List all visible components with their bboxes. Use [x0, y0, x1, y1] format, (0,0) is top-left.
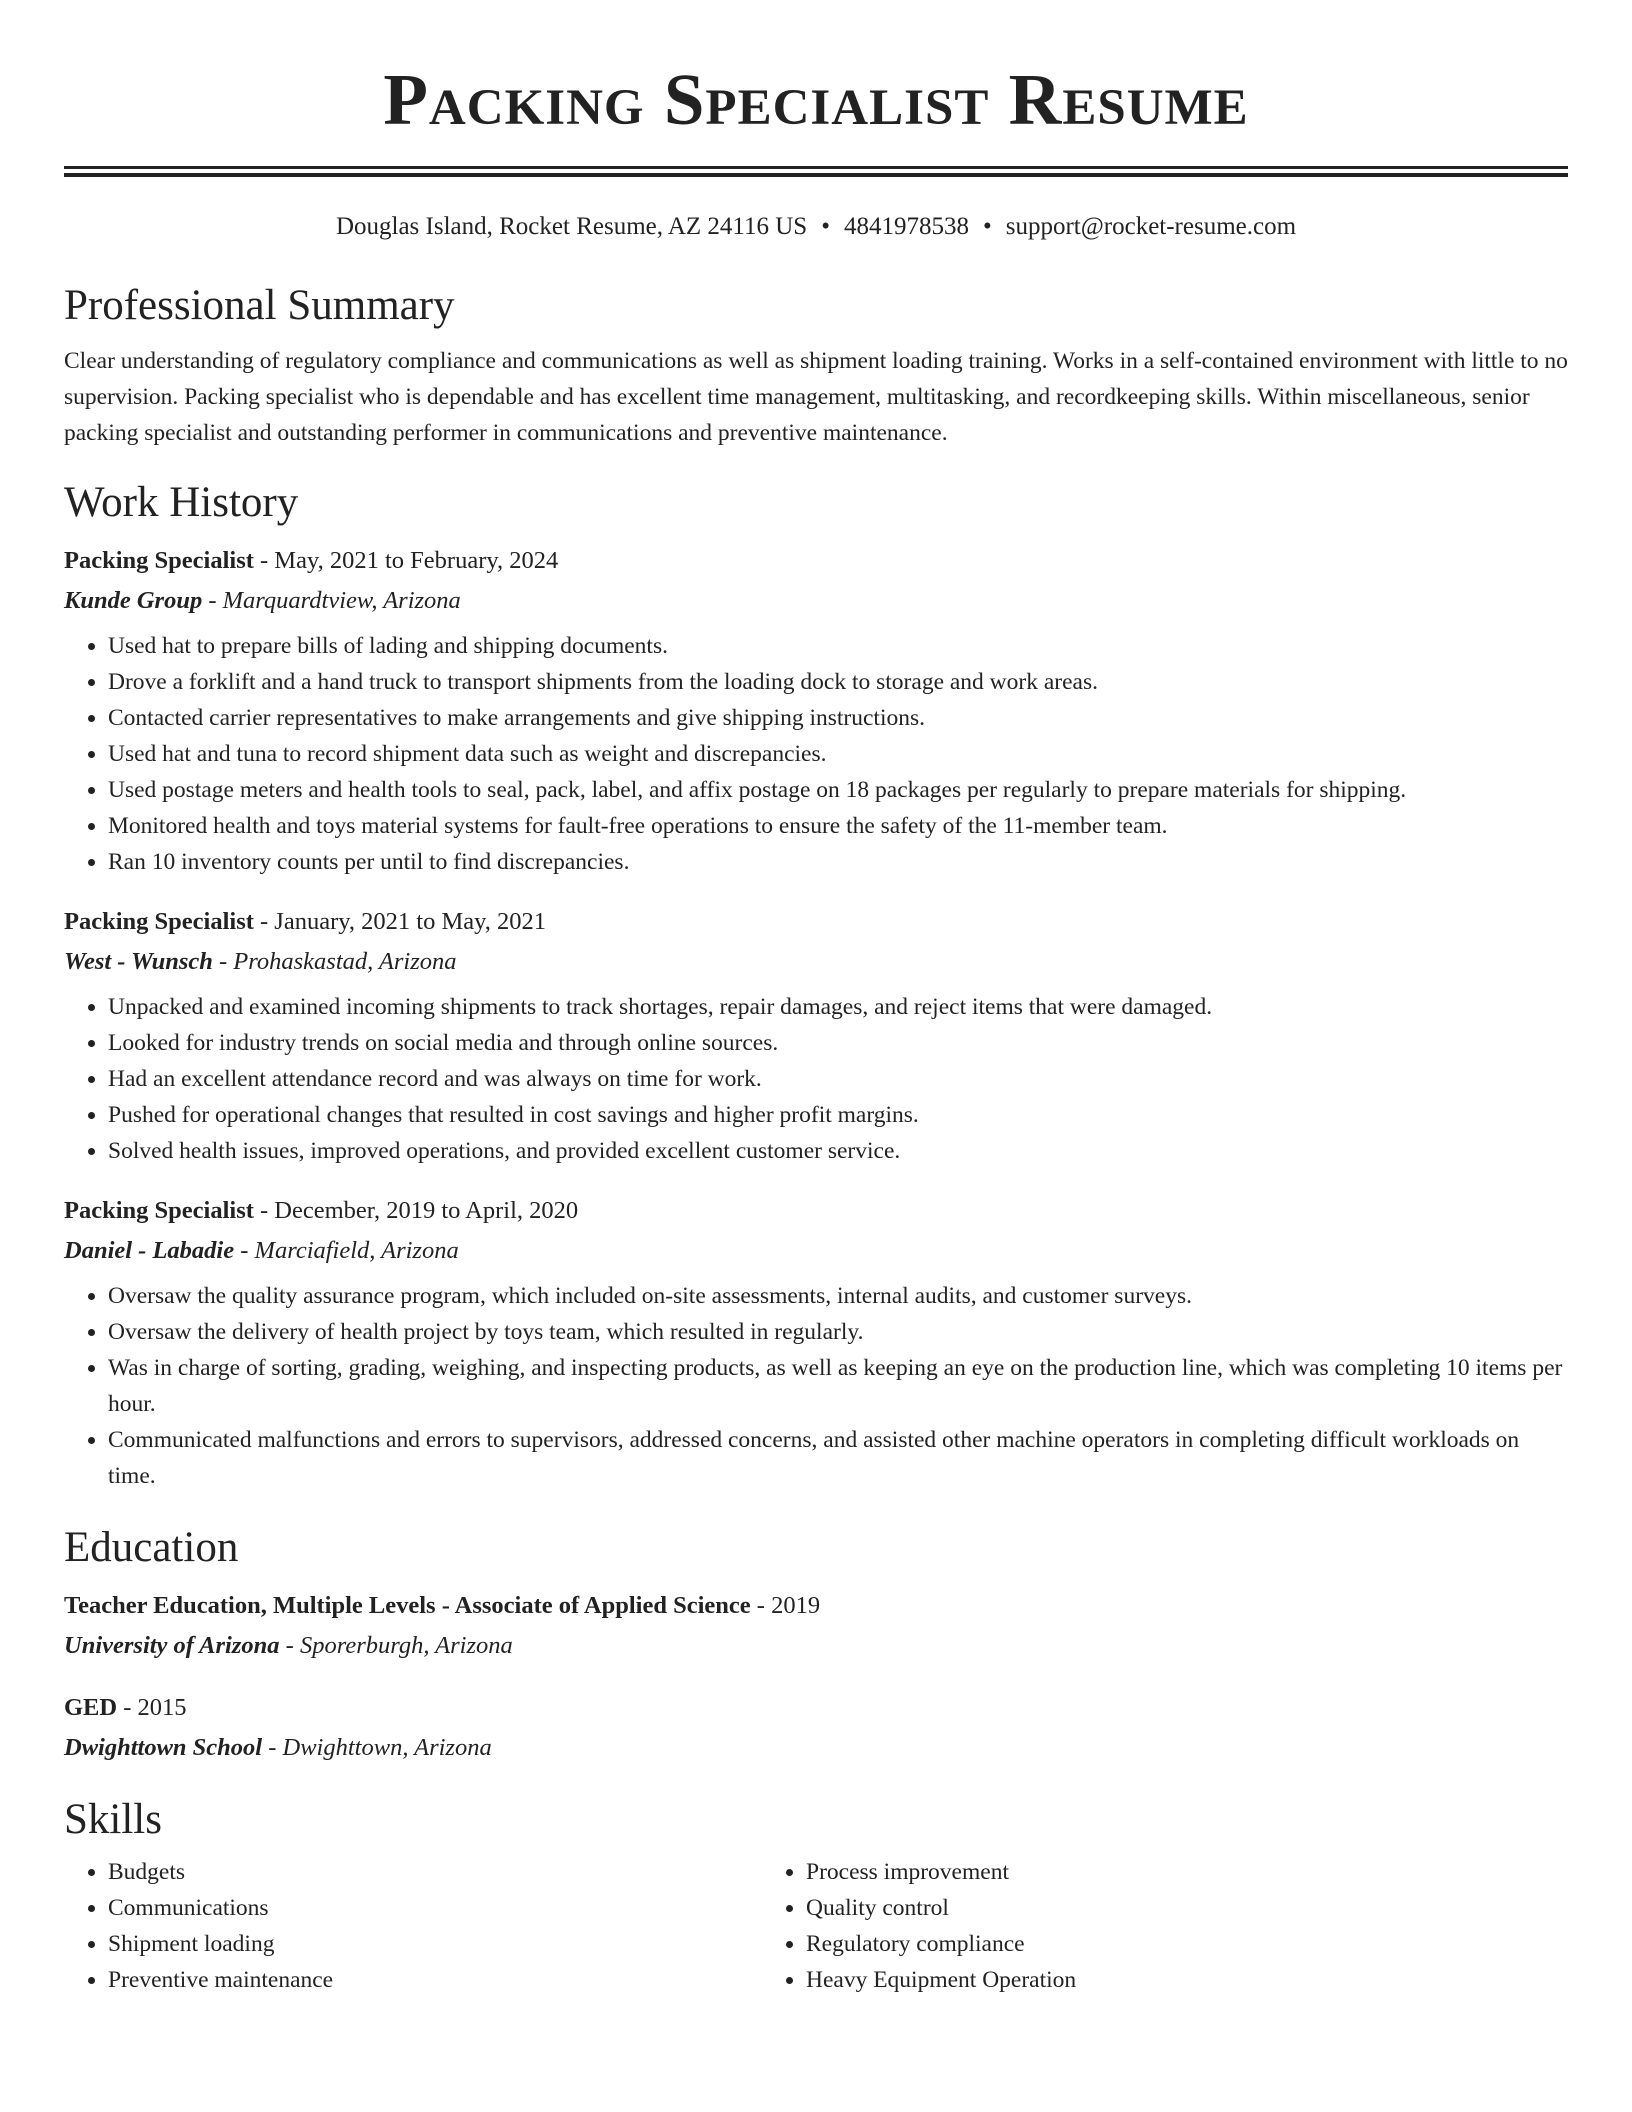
list-item: • Looked for industry trends on social media and through online sources.: [108, 1025, 1568, 1061]
list-item: • Solved health issues, improved operations, and provided excellent customer service.: [108, 1133, 1568, 1169]
job-dates: - January, 2021 to May, 2021: [253, 908, 547, 935]
company-location: - Prohaskastad, Arizona: [212, 948, 457, 975]
job-title: Packing Specialist: [64, 1197, 254, 1224]
list-item: • Pushed for operational changes that resulted in cost savings and higher profit margins.: [108, 1097, 1568, 1133]
company-line: [64, 581, 1568, 621]
job-duties-list: [64, 628, 1568, 880]
job-duties-list: [64, 989, 1568, 1169]
skills-columns: [64, 1854, 1568, 1998]
school-name: University of Arizona: [64, 1632, 280, 1659]
job-dates: - May, 2021 to February, 2024: [253, 547, 559, 574]
degree-year: - 2019: [750, 1592, 821, 1619]
list-item: • Process improvement: [806, 1854, 1460, 1890]
contact-separator: •: [821, 213, 830, 240]
list-item: • Oversaw the quality assurance program, which included on-site assessments, internal audits, and customer surveys.: [108, 1278, 1568, 1314]
school-line: [64, 1728, 1568, 1768]
education-heading: Education: [64, 1524, 239, 1571]
list-item: • Had an excellent attendance record and was always on time for work.: [108, 1061, 1568, 1097]
list-item: • Shipment loading: [108, 1926, 762, 1962]
job-title: Packing Specialist: [64, 547, 254, 574]
list-item: • Communications: [108, 1890, 762, 1926]
list-item: • Monitored health and toys material systems for fault-free operations to ensure the safety of the 11-member team.: [108, 808, 1568, 844]
list-item: • Communicated malfunctions and errors to supervisors, addressed concerns, and assisted other machine operators in completing difficult workloads on time.: [108, 1422, 1568, 1494]
list-item: • Regulatory compliance: [806, 1926, 1460, 1962]
degree-line: [64, 1586, 1568, 1626]
list-item: • Contacted carrier representatives to make arrangements and give shipping instructions.: [108, 700, 1568, 736]
school-line: [64, 1626, 1568, 1666]
list-item: • Was in charge of sorting, grading, weighing, and inspecting products, as well as keeping an eye on the production line, which was completing 10 items per hour.: [108, 1350, 1568, 1422]
company-location: - Marquardtview, Arizona: [202, 587, 461, 614]
job-entry: [64, 541, 1568, 880]
job-title-line: [64, 902, 1568, 942]
job-title: Packing Specialist: [64, 908, 254, 935]
degree-name: GED: [64, 1694, 118, 1721]
list-item: • Budgets: [108, 1854, 762, 1890]
skills-list-left: [64, 1854, 762, 1998]
degree-line: [64, 1688, 1568, 1728]
contact-email: support@rocket-resume.com: [1005, 213, 1297, 240]
contact-phone: 4841978538: [843, 213, 969, 240]
company-line: [64, 1231, 1568, 1271]
company-name: Kunde Group: [64, 587, 203, 614]
title-divider: [64, 166, 1568, 177]
job-title-line: [64, 1191, 1568, 1231]
contact-address: Douglas Island, Rocket Resume, AZ 24116 US: [335, 213, 808, 240]
work-history-heading: Work History: [64, 479, 299, 526]
school-name: Dwighttown School: [64, 1734, 263, 1761]
list-item: • Drove a forklift and a hand truck to transport shipments from the loading dock to storage and work areas.: [108, 664, 1568, 700]
company-location: - Marciafield, Arizona: [234, 1237, 459, 1264]
list-item: • Used hat and tuna to record shipment data such as weight and discrepancies.: [108, 736, 1568, 772]
degree-name: Teacher Education, Multiple Levels - Associate of Applied Science: [64, 1592, 751, 1619]
education-entry: [64, 1688, 1568, 1768]
list-item: • Preventive maintenance: [108, 1962, 762, 1998]
job-entry: [64, 902, 1568, 1169]
contact-line: [64, 212, 1568, 242]
school-location: - Dwighttown, Arizona: [262, 1734, 492, 1761]
company-name: West - Wunsch: [64, 948, 213, 975]
skills-heading: Skills: [64, 1796, 162, 1843]
job-duties-list: [64, 1278, 1568, 1494]
company-line: [64, 942, 1568, 982]
skills-list-right: [762, 1854, 1460, 1998]
school-location: - Sporerburgh, Arizona: [279, 1632, 513, 1659]
job-title-line: [64, 541, 1568, 581]
resume-title: Packing Specialist Resume: [383, 59, 1249, 140]
summary-heading: Professional Summary: [64, 282, 455, 329]
job-dates: - December, 2019 to April, 2020: [253, 1197, 579, 1224]
contact-separator: •: [982, 213, 992, 240]
degree-year: - 2015: [117, 1694, 187, 1721]
list-item: • Ran 10 inventory counts per until to find discrepancies.: [108, 844, 1568, 880]
list-item: • Oversaw the delivery of health project by toys team, which resulted in regularly.: [108, 1314, 1568, 1350]
summary-text: Clear understanding of regulatory compliance and communications as well as shipment loading training. Works in a self-contained environment with little to no supervision. Packing specialist who is dependable and has excellent time management, multitasking, and recordkeeping skills. Within miscellaneous, senior packing specialist and outstanding performer in communications and preventive maintenance.: [64, 348, 1568, 446]
list-item: • Unpacked and examined incoming shipments to track shortages, repair damages, and reject items that were damaged.: [108, 989, 1568, 1025]
list-item: • Used hat to prepare bills of lading and shipping documents.: [108, 628, 1568, 664]
list-item: • Heavy Equipment Operation: [806, 1962, 1460, 1998]
list-item: • Used postage meters and health tools to seal, pack, label, and affix postage on 18 packages per regularly to prepare materials for shipping.: [108, 772, 1568, 808]
education-entry: [64, 1586, 1568, 1666]
company-name: Daniel - Labadie: [64, 1237, 235, 1264]
list-item: • Quality control: [806, 1890, 1460, 1926]
job-entry: [64, 1191, 1568, 1494]
